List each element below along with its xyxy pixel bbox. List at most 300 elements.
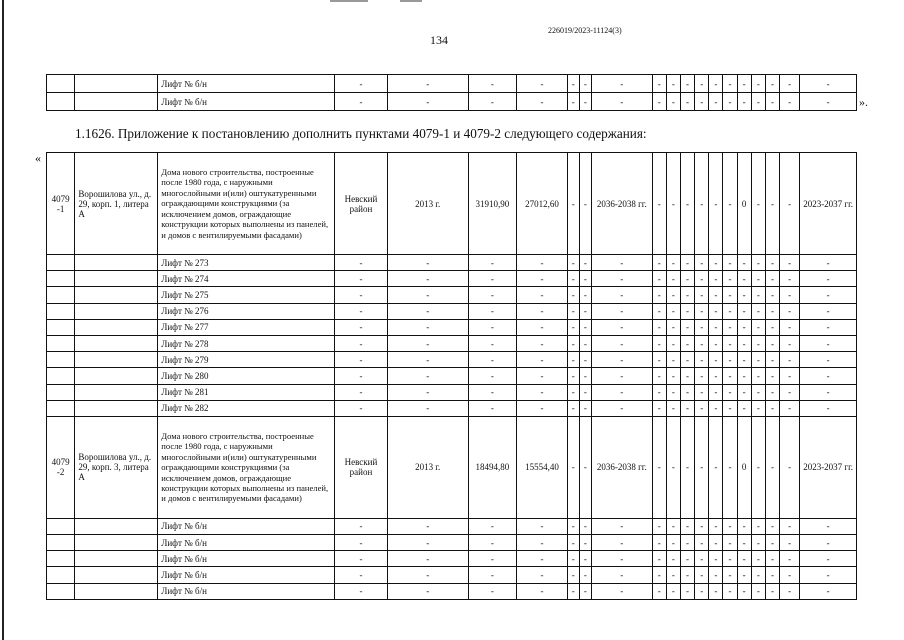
lift-value-cell: -: [680, 303, 694, 319]
building-description: Дома нового строительства, построенные после 1980 года, с наружными многослойными и(или) оштукатуренными ограждающими конструкциями (за исключением домов, ограждающие конструкции которых выполнены из панелей, и домов с вентилируемыми фасадами): [158, 153, 335, 255]
lift-value-cell: -: [780, 518, 800, 534]
lift-value-cell: -: [335, 400, 388, 416]
lift-name: Лифт № 276: [158, 303, 335, 319]
lift-value-cell: -: [517, 551, 568, 567]
scan-mark: [400, 0, 422, 2]
district: Невский район: [335, 416, 388, 518]
lift-value-cell: -: [468, 567, 517, 583]
lift-value-cell: -: [765, 400, 779, 416]
lift-value-cell: -: [666, 384, 680, 400]
cell-address: [75, 400, 158, 416]
table-row: [47, 400, 857, 416]
lift-value-cell: -: [567, 303, 579, 319]
cell-address: [75, 384, 158, 400]
lift-value-cell: -: [680, 352, 694, 368]
value-cell: -: [695, 416, 709, 518]
lift-value-cell: -: [567, 518, 579, 534]
lift-value-cell: -: [800, 255, 857, 271]
lift-value-cell: -: [579, 368, 591, 384]
lift-value-cell: -: [591, 75, 652, 93]
lift-value-cell: -: [652, 384, 666, 400]
value-cell: -: [780, 416, 800, 518]
table-row: [47, 303, 857, 319]
lift-value-cell: -: [751, 75, 765, 93]
lift-value-cell: -: [709, 75, 723, 93]
scan-mark: [330, 0, 368, 2]
table-row: [47, 551, 857, 567]
lift-value-cell: -: [765, 335, 779, 351]
table-row: [47, 368, 857, 384]
lift-value-cell: -: [751, 93, 765, 111]
lift-name: Лифт № 280: [158, 368, 335, 384]
lift-value-cell: -: [695, 335, 709, 351]
lift-value-cell: -: [567, 551, 579, 567]
table-row: [47, 535, 857, 551]
lift-value-cell: -: [591, 255, 652, 271]
lift-value-cell: -: [709, 93, 723, 111]
lift-name: Лифт № 274: [158, 271, 335, 287]
cell-number: [47, 583, 75, 599]
value-cell: 0: [737, 416, 751, 518]
lift-value-cell: -: [765, 583, 779, 599]
lift-value-cell: -: [666, 287, 680, 303]
lift-value-cell: -: [765, 518, 779, 534]
lift-value-cell: -: [387, 352, 468, 368]
final-period: 2023-2037 гг.: [800, 416, 857, 518]
lift-value-cell: -: [723, 368, 737, 384]
item-number: 4079 -1: [47, 153, 75, 255]
cell-number: [47, 271, 75, 287]
lift-value-cell: -: [387, 583, 468, 599]
lift-value-cell: -: [387, 255, 468, 271]
lift-value-cell: -: [709, 384, 723, 400]
lift-value-cell: -: [567, 75, 579, 93]
lift-value-cell: -: [517, 255, 568, 271]
lift-value-cell: -: [652, 271, 666, 287]
lift-value-cell: -: [723, 303, 737, 319]
lift-value-cell: -: [666, 535, 680, 551]
table-row: [47, 75, 857, 93]
table-row: [47, 352, 857, 368]
lift-value-cell: -: [387, 368, 468, 384]
lift-value-cell: -: [387, 271, 468, 287]
district: Невский район: [335, 153, 388, 255]
lift-value-cell: -: [800, 287, 857, 303]
value-cell: -: [680, 153, 694, 255]
lift-value-cell: -: [751, 352, 765, 368]
lift-value-cell: -: [666, 400, 680, 416]
lift-value-cell: -: [666, 75, 680, 93]
lift-value-cell: -: [709, 335, 723, 351]
lift-value-cell: -: [751, 287, 765, 303]
value-cell: -: [723, 416, 737, 518]
lift-value-cell: -: [680, 287, 694, 303]
lift-value-cell: -: [780, 551, 800, 567]
lift-value-cell: -: [680, 93, 694, 111]
item-number: 4079 -2: [47, 416, 75, 518]
table-row: [47, 567, 857, 583]
lift-value-cell: -: [517, 352, 568, 368]
lift-value-cell: -: [695, 551, 709, 567]
cell-number: [47, 255, 75, 271]
value-cell: -: [709, 153, 723, 255]
lift-value-cell: -: [780, 335, 800, 351]
lift-value-cell: -: [737, 319, 751, 335]
lift-value-cell: -: [567, 335, 579, 351]
lift-value-cell: -: [737, 287, 751, 303]
lift-value-cell: -: [579, 384, 591, 400]
lift-value-cell: -: [666, 271, 680, 287]
lift-value-cell: -: [709, 271, 723, 287]
lift-value-cell: -: [517, 400, 568, 416]
lift-value-cell: -: [591, 384, 652, 400]
lift-value-cell: -: [567, 319, 579, 335]
cell-number: [47, 303, 75, 319]
building-row: [47, 153, 857, 255]
lift-value-cell: -: [723, 400, 737, 416]
lift-value-cell: -: [579, 583, 591, 599]
lift-value-cell: -: [751, 567, 765, 583]
lift-value-cell: -: [723, 319, 737, 335]
lift-value-cell: -: [723, 567, 737, 583]
lift-value-cell: -: [723, 535, 737, 551]
lift-value-cell: -: [335, 303, 388, 319]
value-cell: -: [723, 153, 737, 255]
lift-value-cell: -: [468, 255, 517, 271]
lift-value-cell: -: [680, 271, 694, 287]
lift-value-cell: -: [652, 535, 666, 551]
lift-value-cell: -: [737, 400, 751, 416]
lift-value-cell: -: [591, 303, 652, 319]
lift-value-cell: -: [751, 384, 765, 400]
lift-value-cell: -: [800, 400, 857, 416]
lift-value-cell: -: [468, 400, 517, 416]
lift-value-cell: -: [695, 255, 709, 271]
lift-value-cell: -: [517, 368, 568, 384]
lift-value-cell: -: [468, 368, 517, 384]
section-heading: 1.1626. Приложение к постановлению дополнить пунктами 4079-1 и 4079-2 следующего содержания:: [75, 126, 647, 141]
lift-value-cell: -: [652, 352, 666, 368]
page-number: 134: [430, 33, 448, 47]
cell-address: [75, 271, 158, 287]
lift-value-cell: -: [780, 368, 800, 384]
table-row: [47, 287, 857, 303]
cell-number: [47, 319, 75, 335]
lift-value-cell: -: [335, 384, 388, 400]
lift-value-cell: -: [709, 368, 723, 384]
lift-value-cell: -: [695, 583, 709, 599]
lift-value-cell: -: [591, 93, 652, 111]
lift-value-cell: -: [709, 303, 723, 319]
lift-value-cell: -: [695, 535, 709, 551]
lift-value-cell: -: [680, 518, 694, 534]
lift-value-cell: -: [387, 551, 468, 567]
lift-name: Лифт № 282: [158, 400, 335, 416]
lift-name: Лифт № 273: [158, 255, 335, 271]
lift-value-cell: -: [800, 535, 857, 551]
cell-address: [75, 287, 158, 303]
value-cell: -: [567, 416, 579, 518]
lift-value-cell: -: [591, 352, 652, 368]
cell-number: [47, 535, 75, 551]
lift-value-cell: -: [652, 551, 666, 567]
lift-value-cell: -: [335, 287, 388, 303]
value-cell: -: [567, 153, 579, 255]
lift-value-cell: -: [737, 271, 751, 287]
lift-value-cell: -: [695, 352, 709, 368]
lift-value-cell: -: [468, 551, 517, 567]
lift-value-cell: -: [468, 271, 517, 287]
lift-name: Лифт № 275: [158, 287, 335, 303]
table-row: [47, 271, 857, 287]
lift-value-cell: -: [591, 319, 652, 335]
lift-value-cell: -: [666, 303, 680, 319]
lift-value-cell: -: [567, 368, 579, 384]
lift-value-cell: -: [737, 75, 751, 93]
value-cell: -: [579, 416, 591, 518]
cell-address: [75, 255, 158, 271]
lift-value-cell: -: [666, 255, 680, 271]
lift-value-cell: -: [751, 368, 765, 384]
table-row: [47, 93, 857, 111]
lift-value-cell: -: [567, 583, 579, 599]
lift-value-cell: -: [723, 75, 737, 93]
value-cell: -: [652, 416, 666, 518]
building-row: [47, 416, 857, 518]
lift-value-cell: -: [567, 400, 579, 416]
lift-value-cell: -: [591, 271, 652, 287]
lift-value-cell: -: [468, 287, 517, 303]
cell-address: [75, 583, 158, 599]
lift-value-cell: -: [737, 535, 751, 551]
building-address: Ворошилова ул., д. 29, корп. 3, литера А: [75, 416, 158, 518]
living-area: 15554,40: [517, 416, 568, 518]
lift-value-cell: -: [737, 518, 751, 534]
lift-value-cell: -: [579, 93, 591, 111]
lift-value-cell: -: [723, 335, 737, 351]
lift-value-cell: -: [591, 551, 652, 567]
lift-value-cell: -: [680, 368, 694, 384]
lift-value-cell: -: [680, 75, 694, 93]
lift-name: Лифт № 279: [158, 352, 335, 368]
lift-value-cell: -: [335, 551, 388, 567]
lift-value-cell: -: [468, 535, 517, 551]
lift-value-cell: -: [517, 287, 568, 303]
cell-number: [47, 352, 75, 368]
lift-value-cell: -: [780, 384, 800, 400]
lift-value-cell: -: [765, 287, 779, 303]
lift-value-cell: -: [652, 583, 666, 599]
lift-value-cell: -: [335, 535, 388, 551]
lift-value-cell: -: [666, 335, 680, 351]
lift-value-cell: -: [666, 567, 680, 583]
lift-value-cell: -: [335, 567, 388, 583]
cell-address: [75, 319, 158, 335]
lift-value-cell: -: [468, 384, 517, 400]
value-cell: -: [765, 153, 779, 255]
lift-value-cell: -: [666, 583, 680, 599]
building-address: Ворошилова ул., д. 29, корп. 1, литера А: [75, 153, 158, 255]
lift-value-cell: -: [737, 93, 751, 111]
lift-value-cell: -: [737, 567, 751, 583]
lift-value-cell: -: [709, 535, 723, 551]
construction-year: 2013 г.: [387, 153, 468, 255]
lift-value-cell: -: [780, 255, 800, 271]
lift-value-cell: -: [567, 535, 579, 551]
lift-value-cell: -: [591, 400, 652, 416]
cell-address: [75, 93, 158, 111]
lift-value-cell: -: [652, 567, 666, 583]
lift-value-cell: -: [680, 400, 694, 416]
lift-value-cell: -: [335, 271, 388, 287]
lift-value-cell: -: [737, 255, 751, 271]
lift-value-cell: -: [517, 303, 568, 319]
lift-value-cell: -: [780, 400, 800, 416]
lift-value-cell: -: [800, 352, 857, 368]
lift-value-cell: -: [695, 319, 709, 335]
lift-value-cell: -: [567, 255, 579, 271]
lift-value-cell: -: [723, 518, 737, 534]
lift-value-cell: -: [579, 535, 591, 551]
lift-value-cell: -: [591, 518, 652, 534]
lift-value-cell: -: [695, 303, 709, 319]
lift-value-cell: -: [591, 583, 652, 599]
lift-value-cell: -: [765, 352, 779, 368]
building-description: Дома нового строительства, построенные после 1980 года, с наружными многослойными и(или) оштукатуренными ограждающими конструкциями (за исключением домов, ограждающие конструкции которых выполнены из панелей, и домов с вентилируемыми фасадами): [158, 416, 335, 518]
lift-value-cell: -: [737, 583, 751, 599]
lift-value-cell: -: [751, 551, 765, 567]
lift-value-cell: -: [468, 303, 517, 319]
lift-value-cell: -: [468, 335, 517, 351]
lift-value-cell: -: [680, 255, 694, 271]
lift-name: Лифт № б/н: [158, 93, 335, 111]
lift-value-cell: -: [800, 303, 857, 319]
lift-value-cell: -: [652, 75, 666, 93]
cell-address: [75, 335, 158, 351]
lift-value-cell: -: [652, 335, 666, 351]
lift-value-cell: -: [695, 287, 709, 303]
opening-quote: «: [35, 151, 41, 165]
value-cell: -: [579, 153, 591, 255]
value-cell: -: [709, 416, 723, 518]
lift-value-cell: -: [723, 352, 737, 368]
lift-value-cell: -: [800, 368, 857, 384]
lift-value-cell: -: [468, 518, 517, 534]
top-table: [46, 74, 857, 111]
lift-value-cell: -: [695, 271, 709, 287]
cell-number: [47, 400, 75, 416]
lift-value-cell: -: [737, 384, 751, 400]
lift-value-cell: -: [387, 535, 468, 551]
lift-value-cell: -: [468, 93, 517, 111]
lift-value-cell: -: [387, 335, 468, 351]
lift-value-cell: -: [517, 271, 568, 287]
lift-value-cell: -: [652, 518, 666, 534]
lift-value-cell: -: [780, 303, 800, 319]
lift-value-cell: -: [723, 271, 737, 287]
lift-value-cell: -: [517, 75, 568, 93]
lift-value-cell: -: [751, 535, 765, 551]
lift-value-cell: -: [652, 255, 666, 271]
lift-value-cell: -: [579, 319, 591, 335]
lift-value-cell: -: [335, 75, 388, 93]
lift-value-cell: -: [517, 583, 568, 599]
lift-value-cell: -: [709, 319, 723, 335]
lift-value-cell: -: [387, 75, 468, 93]
lift-value-cell: -: [567, 567, 579, 583]
lift-value-cell: -: [468, 75, 517, 93]
lift-value-cell: -: [780, 352, 800, 368]
lift-value-cell: -: [652, 319, 666, 335]
lift-value-cell: -: [387, 384, 468, 400]
lift-value-cell: -: [751, 583, 765, 599]
lift-value-cell: -: [567, 287, 579, 303]
lift-value-cell: -: [652, 303, 666, 319]
lift-value-cell: -: [737, 368, 751, 384]
lift-name: Лифт № б/н: [158, 535, 335, 551]
lift-value-cell: -: [335, 518, 388, 534]
lift-value-cell: -: [780, 319, 800, 335]
lift-value-cell: -: [517, 93, 568, 111]
cell-number: [47, 93, 75, 111]
lift-value-cell: -: [800, 518, 857, 534]
lift-value-cell: -: [335, 352, 388, 368]
construction-year: 2013 г.: [387, 416, 468, 518]
cell-number: [47, 384, 75, 400]
lift-value-cell: -: [709, 400, 723, 416]
lift-name: Лифт № 281: [158, 384, 335, 400]
lift-value-cell: -: [579, 335, 591, 351]
lift-value-cell: -: [800, 567, 857, 583]
lift-value-cell: -: [335, 368, 388, 384]
lift-value-cell: -: [765, 567, 779, 583]
value-cell: -: [765, 416, 779, 518]
lift-value-cell: -: [591, 368, 652, 384]
lift-value-cell: -: [579, 567, 591, 583]
lift-value-cell: -: [387, 518, 468, 534]
lift-value-cell: -: [765, 551, 779, 567]
lift-value-cell: -: [695, 368, 709, 384]
repair-period: 2036-2038 гг.: [591, 153, 652, 255]
lift-value-cell: -: [800, 271, 857, 287]
total-area: 31910,90: [468, 153, 517, 255]
table-row: [47, 319, 857, 335]
cell-number: [47, 567, 75, 583]
lift-value-cell: -: [723, 583, 737, 599]
lift-value-cell: -: [666, 518, 680, 534]
lift-name: Лифт № б/н: [158, 567, 335, 583]
lift-value-cell: -: [695, 518, 709, 534]
lift-value-cell: -: [387, 303, 468, 319]
lift-value-cell: -: [780, 93, 800, 111]
lift-value-cell: -: [723, 287, 737, 303]
lift-value-cell: -: [780, 271, 800, 287]
cell-address: [75, 518, 158, 534]
lift-value-cell: -: [666, 93, 680, 111]
cell-number: [47, 368, 75, 384]
lift-value-cell: -: [780, 567, 800, 583]
lift-value-cell: -: [680, 583, 694, 599]
lift-value-cell: -: [335, 319, 388, 335]
lift-value-cell: -: [800, 583, 857, 599]
lift-value-cell: -: [579, 271, 591, 287]
lift-value-cell: -: [591, 535, 652, 551]
lift-value-cell: -: [517, 319, 568, 335]
final-period: 2023-2037 гг.: [800, 153, 857, 255]
lift-name: Лифт № б/н: [158, 75, 335, 93]
closing-quote: ».: [859, 95, 868, 109]
cell-number: [47, 551, 75, 567]
